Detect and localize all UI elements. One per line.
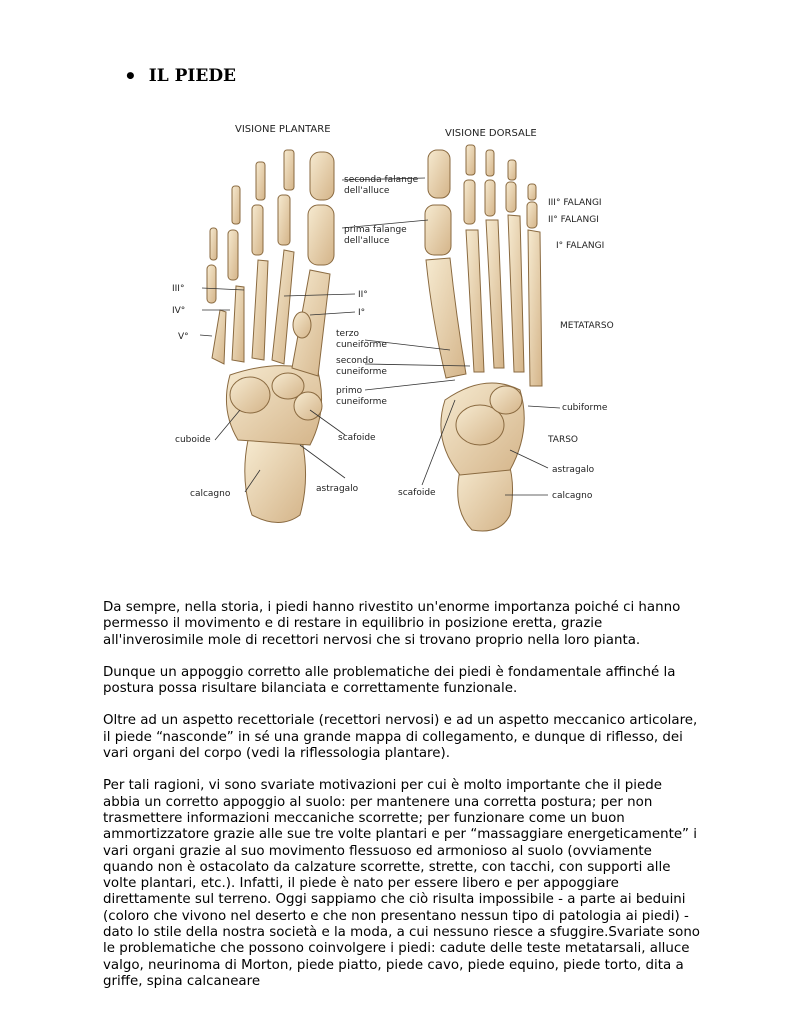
label-dell-alluce-1: dell'alluce	[344, 186, 390, 196]
label-ii: II°	[358, 290, 368, 300]
label-cuboide: cuboide	[175, 435, 211, 445]
paragraph: Oltre ad un aspetto recettoriale (recettori nervosi) e ad un aspetto meccanico articolare, il piede “nasconde” in sé una grande mappa di collegamento, e dunque di riflesso, dei vari organi del corpo (vedi la riflessologia plantare).	[103, 713, 698, 762]
label-ii-falangi: II° FALANGI	[548, 215, 599, 225]
label-cubiforme: cubiforme	[562, 403, 608, 413]
foot-anatomy-figure	[160, 110, 630, 540]
dorsal-foot-illustration	[425, 145, 542, 531]
paragraph: Dunque un appoggio corretto alle problematiche dei piedi è fondamentale affinché la postura possa risultare bilanciata e correttamente funzionale.	[103, 664, 676, 697]
paragraph: Da sempre, nella storia, i piedi hanno rivestito un'enorme importanza poiché ci hanno permesso il movimento e di restare in equilibrio in posizione eretta, grazie all'inverosimile mole di recettori nervosi che si trovano proprio nella loro pianta.	[103, 600, 681, 648]
paragraph: Per tali ragioni, vi sono svariate motivazioni per cui è molto importante che il piede abbia un corretto appoggio al suolo: per mantenere una corretta postura; per non trasmettere informazioni meccaniche scorrette; per funzionare come un buon ammortizzatore grazie alle sue tre volte plantari e per “massaggiare energeticamente” i vari organi grazie al suo movimento flessuoso ed armonioso al suolo (ovviamente quando non è ostacolato da calzature scorrette, strette, con tacchi, con supporti alle volte plantari, etc.). Infatti, il piede è nato per essere libero e per appoggiare direttamente sul terreno. Oggi sappiamo che ciò risulta impossibile - a parte ai beduini (coloro che vivono nel deserto e che non presentano nessun tipo di patologia ai piedi) - dato lo stile della nostra società e la moda, a cui nessuno riesce a sfuggire.Svariate sono le problematiche che possono coinvolgere i piedi: cadute delle teste metatarsali, alluce valgo, neurinoma di Morton, piede piatto, piede cavo, piede equino, piede torto, dita a griffe, spina calcaneare	[103, 778, 700, 989]
label-prima-falange: prima falange	[344, 225, 407, 235]
label-dell-alluce-2: dell'alluce	[344, 236, 390, 246]
label-scafoide-plantar: scafoide	[338, 433, 376, 443]
label-astragalo-dorsal: astragalo	[552, 465, 595, 475]
dorsal-view-title: VISIONE DORSALE	[445, 128, 537, 139]
label-cuneiforme-2: cuneiforme	[336, 367, 387, 377]
label-cuneiforme-3: cuneiforme	[336, 340, 387, 350]
label-primo: primo	[336, 386, 363, 396]
article-body	[103, 600, 703, 1006]
label-cuneiforme-1: cuneiforme	[336, 397, 387, 407]
heading-title: IL PIEDE	[148, 66, 237, 86]
section-heading	[124, 66, 236, 86]
label-metatarso: METATARSO	[560, 321, 614, 331]
label-calcagno-dorsal: calcagno	[552, 491, 593, 501]
label-i-falangi: I° FALANGI	[556, 241, 605, 251]
label-i: I°	[358, 308, 366, 318]
label-v: V°	[178, 332, 189, 342]
label-astragalo-plantar: astragalo	[316, 484, 359, 494]
label-scafoide-dorsal: scafoide	[398, 488, 436, 498]
label-seconda-falange: seconda falange	[344, 175, 419, 185]
plantar-foot-illustration	[207, 150, 334, 523]
label-iii: III°	[172, 284, 185, 294]
label-iii-falangi: III° FALANGI	[548, 198, 602, 208]
label-calcagno-plantar: calcagno	[190, 489, 231, 499]
label-tarso: TARSO	[548, 435, 579, 445]
bullet-icon: •	[124, 64, 137, 88]
plantar-view-title: VISIONE PLANTARE	[235, 124, 331, 135]
label-iv: IV°	[172, 306, 186, 316]
label-terzo: terzo	[336, 329, 359, 339]
label-secondo: secondo	[336, 356, 374, 366]
